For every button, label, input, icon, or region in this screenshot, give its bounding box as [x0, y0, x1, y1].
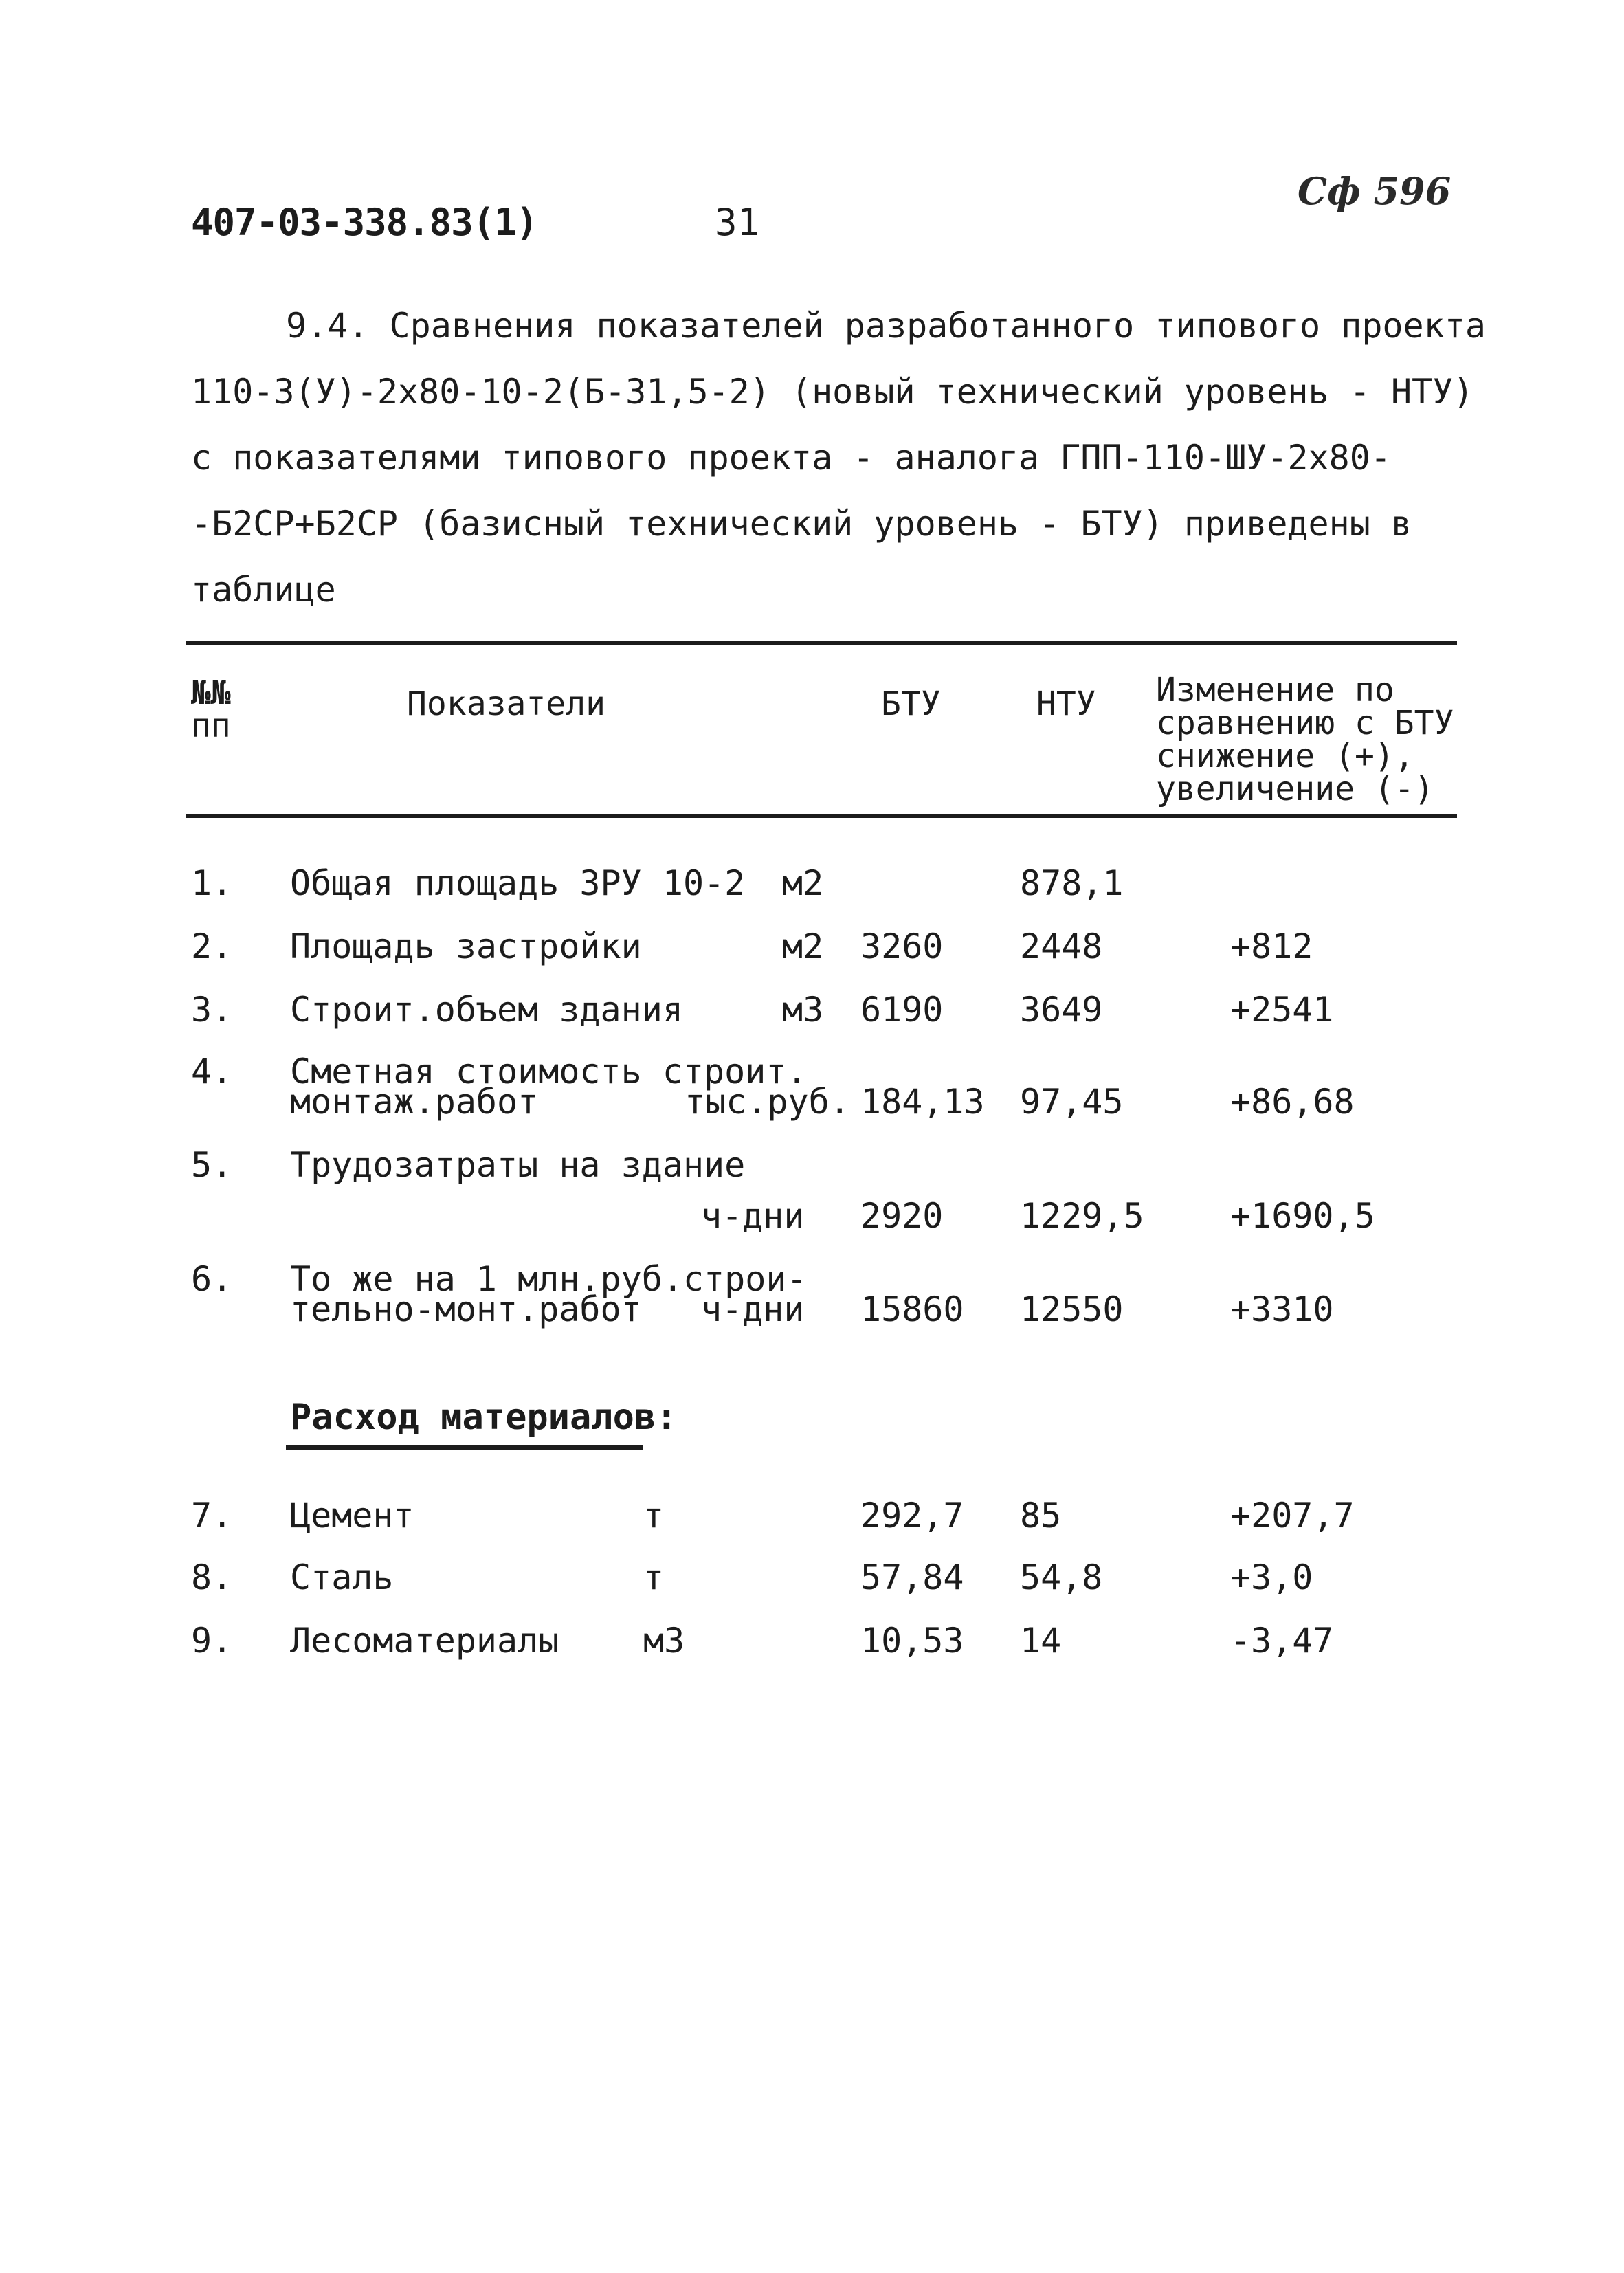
materials-heading-underline — [286, 1445, 643, 1450]
row-ntu: 3649 — [1020, 990, 1103, 1030]
row-label: Строит.объем здания — [290, 990, 683, 1030]
row-unit: т — [643, 1557, 665, 1597]
header-change-line: сравнению с БТУ — [1156, 704, 1454, 742]
row-btu: 184,13 — [860, 1082, 985, 1122]
row-btu: 6190 — [860, 990, 944, 1030]
row-label: Сметная стоимость строит. — [290, 1052, 808, 1091]
row-label: монтаж.работ — [290, 1082, 539, 1122]
row-unit: м3 — [643, 1621, 685, 1661]
row-change: +207,7 — [1230, 1496, 1355, 1535]
row-btu: 3260 — [860, 927, 944, 966]
row-num: 7. — [191, 1496, 233, 1535]
row-unit: м3 — [782, 990, 824, 1030]
row-label: Общая площадь ЗРУ 10-2 — [290, 863, 746, 903]
table-header-rule — [186, 814, 1457, 818]
row-num: 8. — [191, 1557, 233, 1597]
row-ntu: 54,8 — [1020, 1557, 1103, 1597]
intro-line: таблице — [191, 570, 336, 610]
header-indicator: Показатели — [407, 685, 605, 723]
header-change — [1156, 671, 1454, 808]
row-label: Трудозатраты на здание — [290, 1145, 746, 1185]
row-btu: 15860 — [860, 1289, 964, 1329]
intro-line: с показателями типового проекта - аналога ГПП-110-ШУ-2х80- — [191, 438, 1391, 478]
row-num: 4. — [191, 1052, 233, 1091]
row-change: +2541 — [1230, 990, 1334, 1030]
row-unit: м2 — [782, 927, 824, 966]
row-ntu: 878,1 — [1020, 863, 1124, 903]
row-ntu: 1229,5 — [1020, 1196, 1144, 1236]
intro-line: -Б2СР+Б2СР (базисный технический уровень - БТУ) приведены в — [191, 504, 1412, 544]
row-change: +3,0 — [1230, 1557, 1313, 1597]
table-top-rule — [186, 641, 1457, 645]
row-btu: 10,53 — [860, 1621, 964, 1661]
row-num: 9. — [191, 1621, 233, 1661]
row-ntu: 2448 — [1020, 927, 1103, 966]
row-unit: ч-дни — [701, 1196, 805, 1236]
row-num: 6. — [191, 1259, 233, 1299]
row-num: 3. — [191, 990, 233, 1030]
row-ntu: 14 — [1020, 1621, 1062, 1661]
row-unit: ч-дни — [701, 1289, 805, 1329]
row-label: Площадь застройки — [290, 927, 642, 966]
header-ntu: НТУ — [1036, 685, 1096, 723]
row-ntu: 85 — [1020, 1496, 1062, 1535]
row-num: 2. — [191, 927, 233, 966]
row-num: 5. — [191, 1145, 233, 1185]
row-label: тельно-монт.работ — [290, 1289, 642, 1329]
row-change: +812 — [1230, 927, 1313, 966]
row-label: Лесоматериалы — [290, 1621, 559, 1661]
row-change: -3,47 — [1230, 1621, 1334, 1661]
header-change-line: увеличение (-) — [1156, 770, 1434, 808]
header-btu: БТУ — [881, 685, 941, 723]
header-num-line: №№ — [191, 674, 231, 712]
row-unit: т — [643, 1496, 665, 1535]
row-ntu: 12550 — [1020, 1289, 1124, 1329]
header-num-line: пп — [191, 707, 231, 745]
row-btu: 2920 — [860, 1196, 944, 1236]
row-label: Цемент — [290, 1496, 414, 1535]
page-number: 31 — [715, 201, 760, 244]
row-change: +1690,5 — [1230, 1196, 1375, 1236]
row-unit: тыс.руб. — [685, 1082, 850, 1122]
row-num: 1. — [191, 863, 233, 903]
row-change: +86,68 — [1230, 1082, 1355, 1122]
archive-stamp: Сф 596 — [1298, 169, 1451, 213]
row-btu: 292,7 — [860, 1496, 964, 1535]
intro-line: 9.4. Сравнения показателей разработанного типового проекта — [286, 306, 1486, 346]
intro-paragraph — [191, 293, 1486, 623]
row-label: Сталь — [290, 1557, 394, 1597]
row-label: То же на 1 млн.руб.строи- — [290, 1259, 808, 1299]
intro-line: 110-3(У)-2х80-10-2(Б-31,5-2) (новый технический уровень - НТУ) — [191, 372, 1474, 412]
row-ntu: 97,45 — [1020, 1082, 1124, 1122]
row-unit: м2 — [782, 863, 824, 903]
row-btu: 57,84 — [860, 1557, 964, 1597]
row-change: +3310 — [1230, 1289, 1334, 1329]
header-change-line: Изменение по — [1156, 671, 1394, 709]
header-change-line: снижение (+), — [1156, 737, 1414, 775]
materials-heading: Расход материалов: — [290, 1397, 678, 1438]
header-num — [191, 674, 231, 745]
document-code: 407-03-338.83(1) — [191, 201, 538, 244]
